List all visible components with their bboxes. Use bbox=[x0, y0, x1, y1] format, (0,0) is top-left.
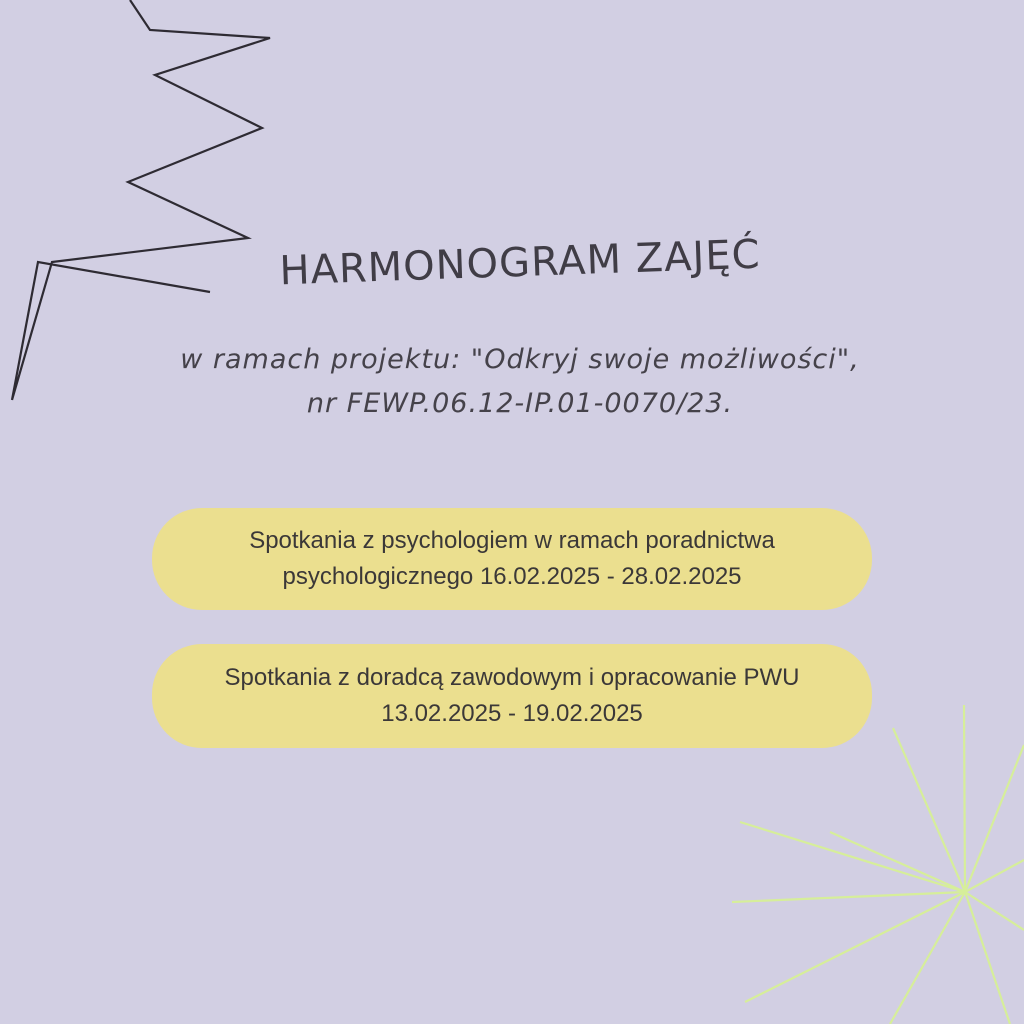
subtitle-line-project: w ramach projektu: "Odkryj swoje możliwości", bbox=[180, 344, 860, 375]
schedule-item-line: 13.02.2025 - 19.02.2025 bbox=[381, 700, 643, 727]
schedule-item-line: psychologicznego 16.02.2025 - 28.02.2025 bbox=[282, 563, 742, 590]
schedule-item-career-advisor bbox=[152, 644, 872, 748]
schedule-item-psychologist bbox=[152, 508, 872, 610]
project-subtitle bbox=[140, 338, 900, 426]
subtitle-line-number: nr FEWP.06.12-IP.01-0070/23. bbox=[306, 388, 734, 419]
schedule-item-line: Spotkania z psychologiem w ramach poradnictwa bbox=[249, 527, 775, 554]
page-title: HARMONOGRAM ZAJĘĆ bbox=[278, 231, 762, 295]
schedule-item-line: Spotkania z doradcą zawodowym i opracowanie PWU bbox=[224, 664, 800, 691]
